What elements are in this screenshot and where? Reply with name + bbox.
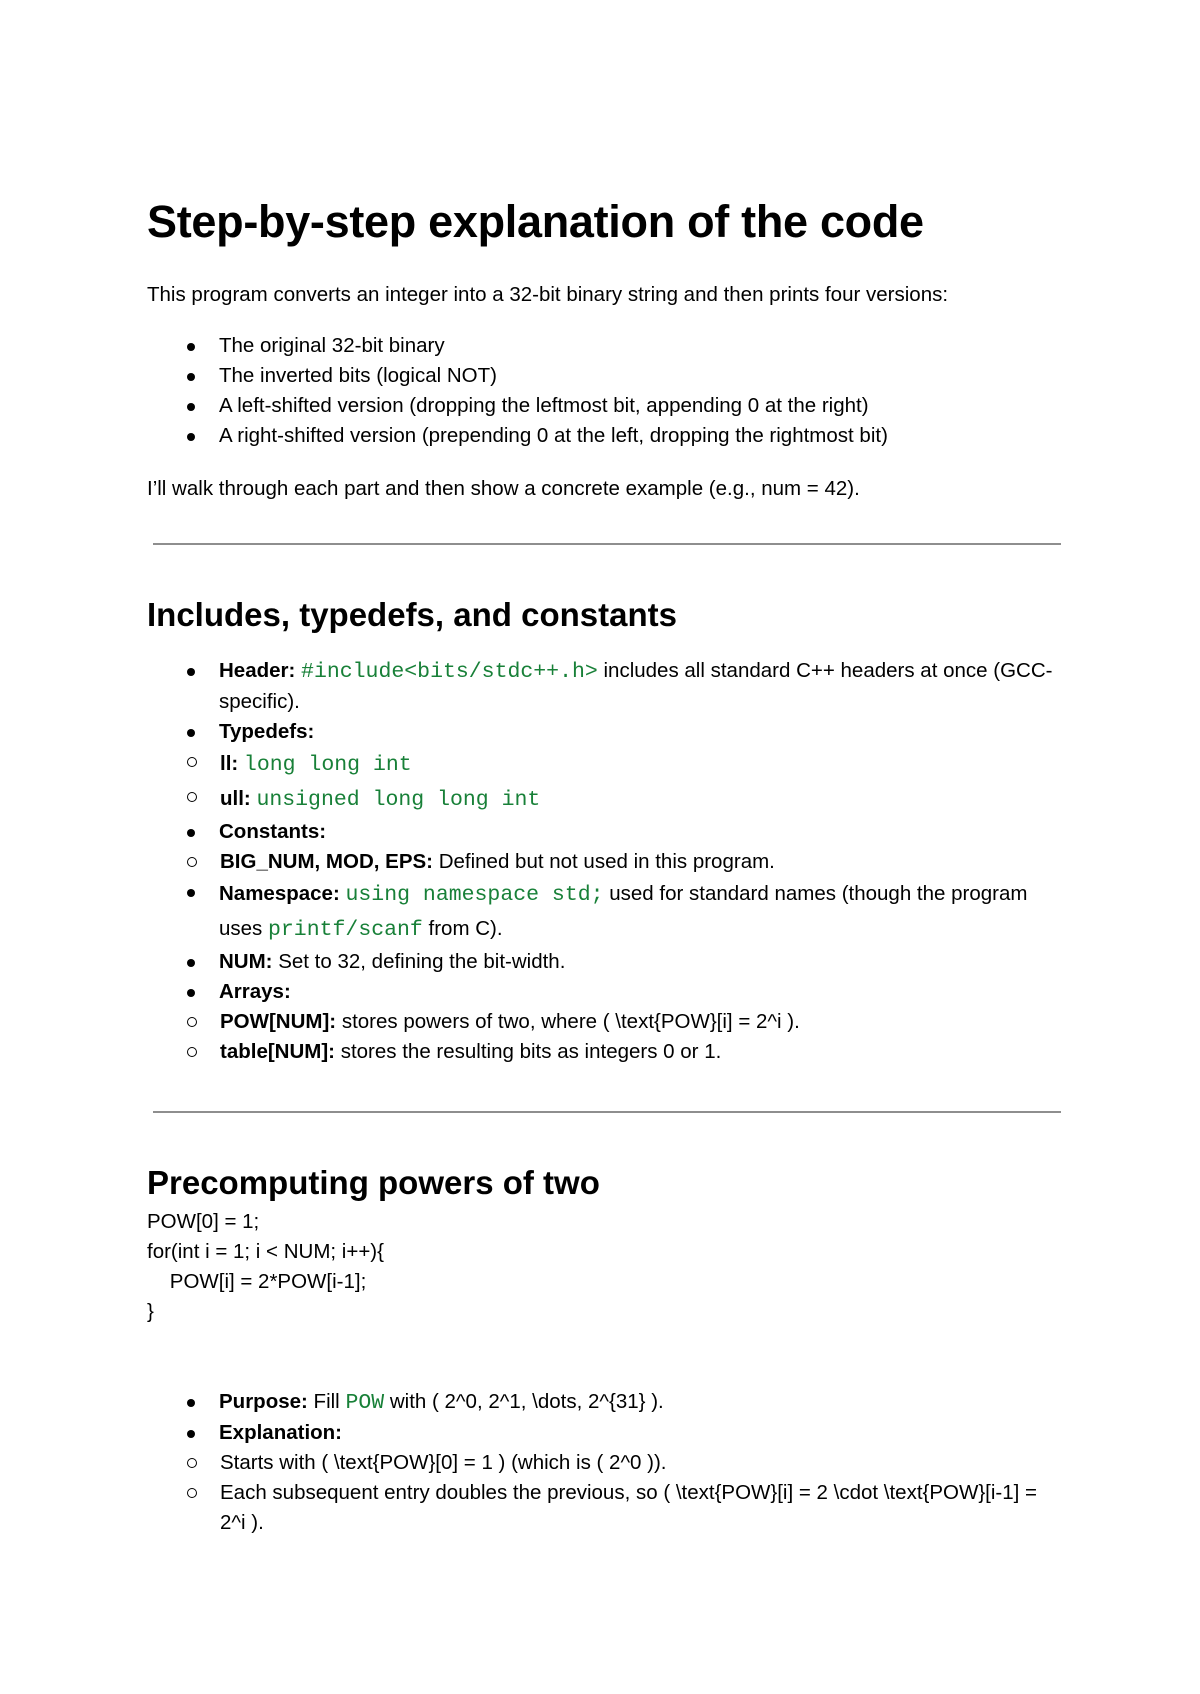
item-text: Set to 32, defining the bit-width.: [272, 950, 566, 973]
list-item: The original 32-bit binary: [147, 331, 1067, 361]
sublist-item-consts: [147, 847, 1067, 877]
code-line: POW[i] = 2*POW[i-1];: [147, 1270, 367, 1293]
list-item-header: [147, 656, 1067, 717]
item-label: Explanation:: [219, 1421, 343, 1444]
sublist-item-table: [147, 1037, 1067, 1067]
item-label: NUM:: [219, 950, 273, 973]
item-text: Defined but not used in this program.: [433, 850, 775, 873]
list-item-num: [147, 947, 1067, 977]
includes-list: [147, 656, 1067, 1067]
code-line: for(int i = 1; i < NUM; i++){: [147, 1240, 384, 1263]
item-text: with ( 2^0, 2^1, \dots, 2^{31} ).: [384, 1390, 664, 1413]
item-text: includes all standard C++ headers at once (GCC-specific).: [219, 659, 1053, 713]
inline-code: #include<bits/stdc++.h>: [301, 660, 598, 684]
list-item: A right-shifted version (prepending 0 at the left, dropping the rightmost bit): [147, 421, 1067, 451]
section-heading-powers: Precomputing powers of two: [147, 1164, 600, 1201]
inline-code: long long int: [243, 753, 412, 777]
item-label: POW[NUM]:: [220, 1010, 337, 1033]
code-line: }: [147, 1300, 154, 1323]
sublist-item-ull: [147, 782, 1067, 817]
list-item-arrays: [147, 977, 1067, 1067]
sublist-item: Each subsequent entry doubles the previous, so ( \text{POW}[i] = 2 \cdot \text{POW}[i-1] = 2^i ).: [147, 1478, 1067, 1538]
code-line: POW[0] = 1;: [147, 1210, 260, 1233]
list-item: The inverted bits (logical NOT): [147, 361, 1067, 391]
arrays-sublist: [147, 1007, 1067, 1067]
sublist-item: Starts with ( \text{POW}[0] = 1 ) (which is ( 2^0 )).: [147, 1448, 1067, 1478]
inline-code: POW: [345, 1391, 385, 1415]
item-label: BIG_NUM, MOD, EPS:: [220, 850, 433, 873]
item-label: Constants:: [219, 820, 327, 843]
versions-list: [147, 331, 1067, 451]
list-item-typedefs: [147, 717, 1067, 817]
page-title: Step-by-step explanation of the code: [147, 196, 924, 247]
item-label: table[NUM]:: [220, 1040, 336, 1063]
explanation-sublist: [147, 1448, 1067, 1538]
list-item-constants: [147, 817, 1067, 877]
inline-code: unsigned long long int: [256, 788, 541, 812]
item-text: used for standard names (though the program uses: [219, 882, 1028, 940]
inline-code: printf/scanf: [268, 918, 423, 942]
item-label: Purpose:: [219, 1390, 308, 1413]
item-label: Namespace:: [219, 882, 340, 905]
item-text: stores the resulting bits as integers 0 or 1.: [335, 1040, 722, 1063]
item-label: Header:: [219, 659, 296, 682]
code-block: [147, 1207, 1067, 1327]
item-label: Arrays:: [219, 980, 291, 1003]
document-page: [147, 188, 1067, 1538]
list-item-explanation: [147, 1418, 1067, 1538]
typedefs-sublist: [147, 747, 1067, 817]
section-heading-includes: Includes, typedefs, and constants: [147, 596, 677, 633]
constants-sublist: [147, 847, 1067, 877]
list-item: A left-shifted version (dropping the leftmost bit, appending 0 at the right): [147, 391, 1067, 421]
item-text: Fill: [307, 1390, 346, 1413]
item-text: from C).: [422, 917, 503, 940]
inline-code: using namespace std;: [345, 883, 604, 907]
item-text: stores powers of two, where ( \text{POW}[i] = 2^i ).: [336, 1010, 800, 1033]
list-item-purpose: [147, 1387, 1067, 1418]
sublist-item-ll: [147, 747, 1067, 782]
item-label: ll:: [220, 752, 239, 775]
walkthrough-paragraph: I’ll walk through each part and then show a concrete example (e.g., num = 42).: [147, 477, 860, 500]
intro-paragraph: This program converts an integer into a 32-bit binary string and then prints four versions:: [147, 283, 949, 306]
item-label: ull:: [220, 787, 251, 810]
sublist-item-pow: [147, 1007, 1067, 1037]
item-label: Typedefs:: [219, 720, 315, 743]
list-item-namespace: [147, 877, 1067, 947]
powers-list: [147, 1387, 1067, 1538]
